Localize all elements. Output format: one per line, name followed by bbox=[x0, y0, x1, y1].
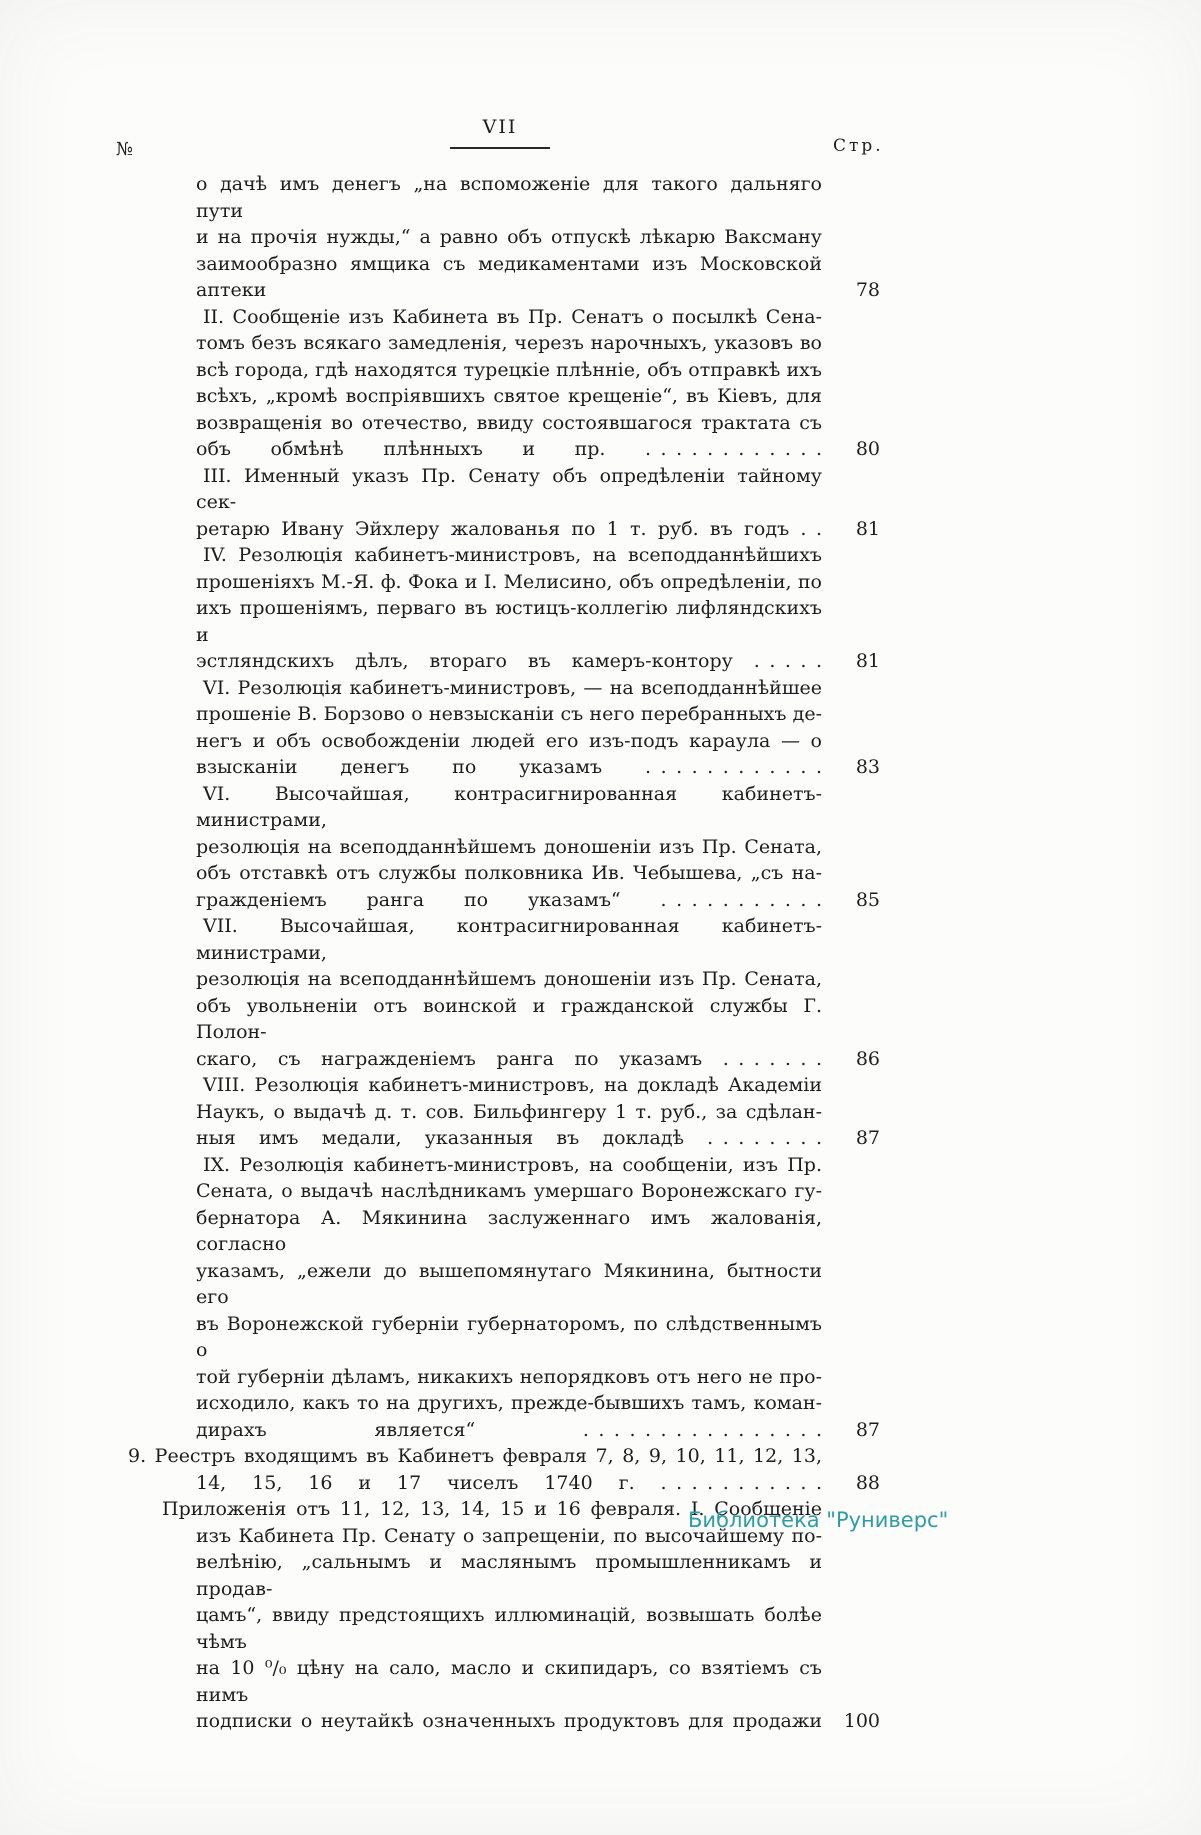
entry-page-number: 87 bbox=[855, 1418, 880, 1441]
toc-entry bbox=[196, 304, 880, 463]
page-folio-number: VII bbox=[482, 116, 518, 138]
entry-line: объ отставкѣ отъ службы полковника Ив. Чебышева, „съ на- bbox=[196, 862, 822, 884]
toc-entry bbox=[196, 171, 880, 304]
entry-line: всѣ города, гдѣ находятся турецкіе плѣнніе, объ отправкѣ ихъ bbox=[196, 358, 822, 381]
entry-text bbox=[196, 304, 822, 463]
entry-line: Сената, о выдачѣ наслѣдникамъ умершаго Воронежскаго гу- bbox=[196, 1180, 822, 1202]
entry-line: скаго, съ награжденіемъ ранга по указамъ . . . . . . . bbox=[196, 1047, 822, 1070]
toc-entry bbox=[196, 675, 880, 781]
entry-text bbox=[196, 1152, 822, 1444]
entry-line: исходило, какъ то на другихъ, прежде-бывшихъ тамъ, коман- bbox=[196, 1392, 822, 1414]
entry-page-number: 87 bbox=[855, 1127, 880, 1149]
entry-line: томъ безъ всякаго замедленія, черезъ нарочныхъ, указовъ во bbox=[196, 332, 822, 354]
number-column-header: № bbox=[116, 139, 134, 160]
entry-page-number: 83 bbox=[855, 756, 880, 778]
toc-entry bbox=[196, 781, 880, 914]
entry-line: возвращенія во отечество, ввиду состоявшагося трактата съ bbox=[196, 411, 822, 434]
entry-line: IV. Резолюція кабинетъ-министровъ, на всеподданнѣйшихъ bbox=[203, 544, 822, 566]
entry-line: ихъ прошеніямъ, перваго въ юстицъ-коллегію лифляндскихъ и bbox=[196, 597, 822, 646]
entry-line: о дачѣ имъ денегъ „на вспоможеніе для такого дальняго пути bbox=[196, 173, 822, 222]
entry-line: той губерніи дѣламъ, никакихъ непорядковъ отъ него не про- bbox=[196, 1365, 822, 1388]
entry-line: 9. Реестръ входящимъ въ Кабинетъ февраля 7, 8, 9, 10, 11, 12, 13, bbox=[128, 1445, 822, 1467]
toc-entry bbox=[196, 1072, 880, 1152]
entry-line: объ обмѣнѣ плѣнныхъ и пр. . . . . . . . . . . . . bbox=[196, 438, 822, 460]
entry-line: бернатора А. Мякинина заслуженнаго имъ жалованія, согласно bbox=[196, 1206, 822, 1255]
entry-line: 14, 15, 16 и 17 чиселъ 1740 г. . . . . . . . . . . . bbox=[196, 1471, 822, 1494]
entry-line: велѣнію, „сальнымъ и маслянымъ промышленникамъ и продав- bbox=[196, 1551, 822, 1600]
entry-line: объ увольненіи отъ воинской и гражданской службы Г. Полон- bbox=[196, 994, 822, 1043]
toc-entry bbox=[196, 542, 880, 675]
entry-line: прошеніяхъ М.-Я. ф. Фока и І. Мелисино, объ опредѣленіи, по bbox=[196, 570, 822, 593]
entry-line: эстляндскихъ дѣлъ, втораго въ камеръ-контору . . . . . bbox=[196, 650, 822, 672]
entry-page-number: 81 bbox=[855, 517, 880, 540]
entry-line: прошеніе В. Борзово о невзысканіи съ него перебранныхъ де- bbox=[196, 703, 822, 725]
page-column-header: Стр. bbox=[833, 136, 884, 156]
table-of-contents bbox=[128, 171, 880, 1735]
entry-page-number: 88 bbox=[855, 1471, 880, 1494]
entry-line: заимообразно ямщика съ медикаментами изъ Московской аптеки bbox=[196, 252, 822, 301]
toc-entry bbox=[196, 1152, 880, 1444]
entry-line: цамъ“, ввиду предстоящихъ иллюминацій, возвышать болѣе чѣмъ bbox=[196, 1604, 822, 1653]
entry-line: Приложенія отъ 11, 12, 13, 14, 15 и 16 февраля. І. Сообщеніе bbox=[162, 1498, 822, 1520]
entry-line: на 10 ⁰/₀ цѣну на сало, масло и скипидаръ, со взятіемъ съ нимъ bbox=[196, 1657, 822, 1706]
entry-text bbox=[196, 171, 822, 304]
entry-text bbox=[196, 675, 822, 781]
entry-line: изъ Кабинета Пр. Сенату о запрещеніи, по высочайшему по- bbox=[196, 1524, 822, 1547]
toc-entry bbox=[196, 463, 880, 543]
entry-page-number: 86 bbox=[855, 1047, 880, 1070]
entry-line: VI. Высочайшая, контрасигнированная кабинетъ-министрами, bbox=[196, 782, 822, 831]
entry-line: гражденіемъ ранга по указамъ“ . . . . . . . . . . . bbox=[196, 888, 822, 911]
entry-line: VIII. Резолюція кабинетъ-министровъ, на докладѣ Академіи bbox=[203, 1074, 822, 1096]
entry-line: указамъ, „ежели до вышепомянутаго Мякинина, бытности его bbox=[196, 1259, 822, 1308]
toc-entry bbox=[128, 1443, 880, 1496]
entry-line: IX. Резолюція кабинетъ-министровъ, на сообщеніи, изъ Пр. bbox=[203, 1153, 822, 1176]
entry-line: всѣхъ, „кромѣ воспріявшихъ святое крещеніе“, въ Кіевъ, для bbox=[196, 385, 822, 407]
entry-page-number: 85 bbox=[855, 888, 880, 911]
entry-page-number: 80 bbox=[855, 438, 880, 460]
entry-line: резолюція на всеподданнѣйшемъ доношеніи изъ Пр. Сената, bbox=[196, 968, 822, 990]
toc-entry bbox=[196, 913, 880, 1072]
entry-line: дирахъ является“ . . . . . . . . . . . . . . . . bbox=[196, 1418, 822, 1441]
entry-text bbox=[196, 463, 822, 543]
entry-line: взысканіи денегъ по указамъ . . . . . . . . . . . . bbox=[196, 756, 822, 778]
entry-line: подписки о неутайкѣ означенныхъ продуктовъ для продажи bbox=[196, 1710, 822, 1732]
entry-line: въ Воронежской губерніи губернаторомъ, по слѣдственнымъ о bbox=[196, 1312, 822, 1361]
entry-line: негъ и объ освобожденіи людей его изъ-подъ караула — о bbox=[196, 729, 822, 752]
entry-line: II. Сообщеніе изъ Кабинета въ Пр. Сенатъ о посылкѣ Сена- bbox=[203, 305, 822, 328]
entry-page-number: 100 bbox=[843, 1710, 880, 1732]
entry-line: III. Именный указъ Пр. Сенату объ опредѣленіи тайному сек- bbox=[196, 464, 822, 513]
entry-page-number: 81 bbox=[855, 650, 880, 672]
entry-line: и на прочія нужды,“ а равно объ отпускѣ лѣкарю Ваксману bbox=[196, 226, 822, 248]
entry-line: ретарю Ивану Эйхлеру жалованья по 1 т. руб. въ годъ . . bbox=[196, 517, 822, 540]
entry-text bbox=[196, 1072, 822, 1152]
entry-text bbox=[128, 1443, 822, 1496]
entry-line: VII. Высочайшая, контрасигнированная кабинетъ-министрами, bbox=[196, 915, 822, 964]
library-watermark: Библиотека "Руниверс" bbox=[688, 1508, 949, 1532]
folio-rule bbox=[450, 147, 550, 149]
entry-line: резолюція на всеподданнѣйшемъ доношеніи изъ Пр. Сената, bbox=[196, 835, 822, 858]
entry-text bbox=[196, 542, 822, 675]
entry-text bbox=[196, 913, 822, 1072]
entry-page-number: 78 bbox=[855, 279, 880, 301]
entry-line: VI. Резолюція кабинетъ-министровъ, — на всеподданнѣйшее bbox=[203, 676, 822, 699]
entry-line: Наукъ, о выдачѣ д. т. сов. Бильфингеру 1 т. руб., за сдѣлан- bbox=[196, 1100, 822, 1123]
entry-text bbox=[196, 781, 822, 914]
entry-line: ныя имъ медали, указанныя въ докладѣ . . . . . . . . bbox=[196, 1127, 822, 1149]
